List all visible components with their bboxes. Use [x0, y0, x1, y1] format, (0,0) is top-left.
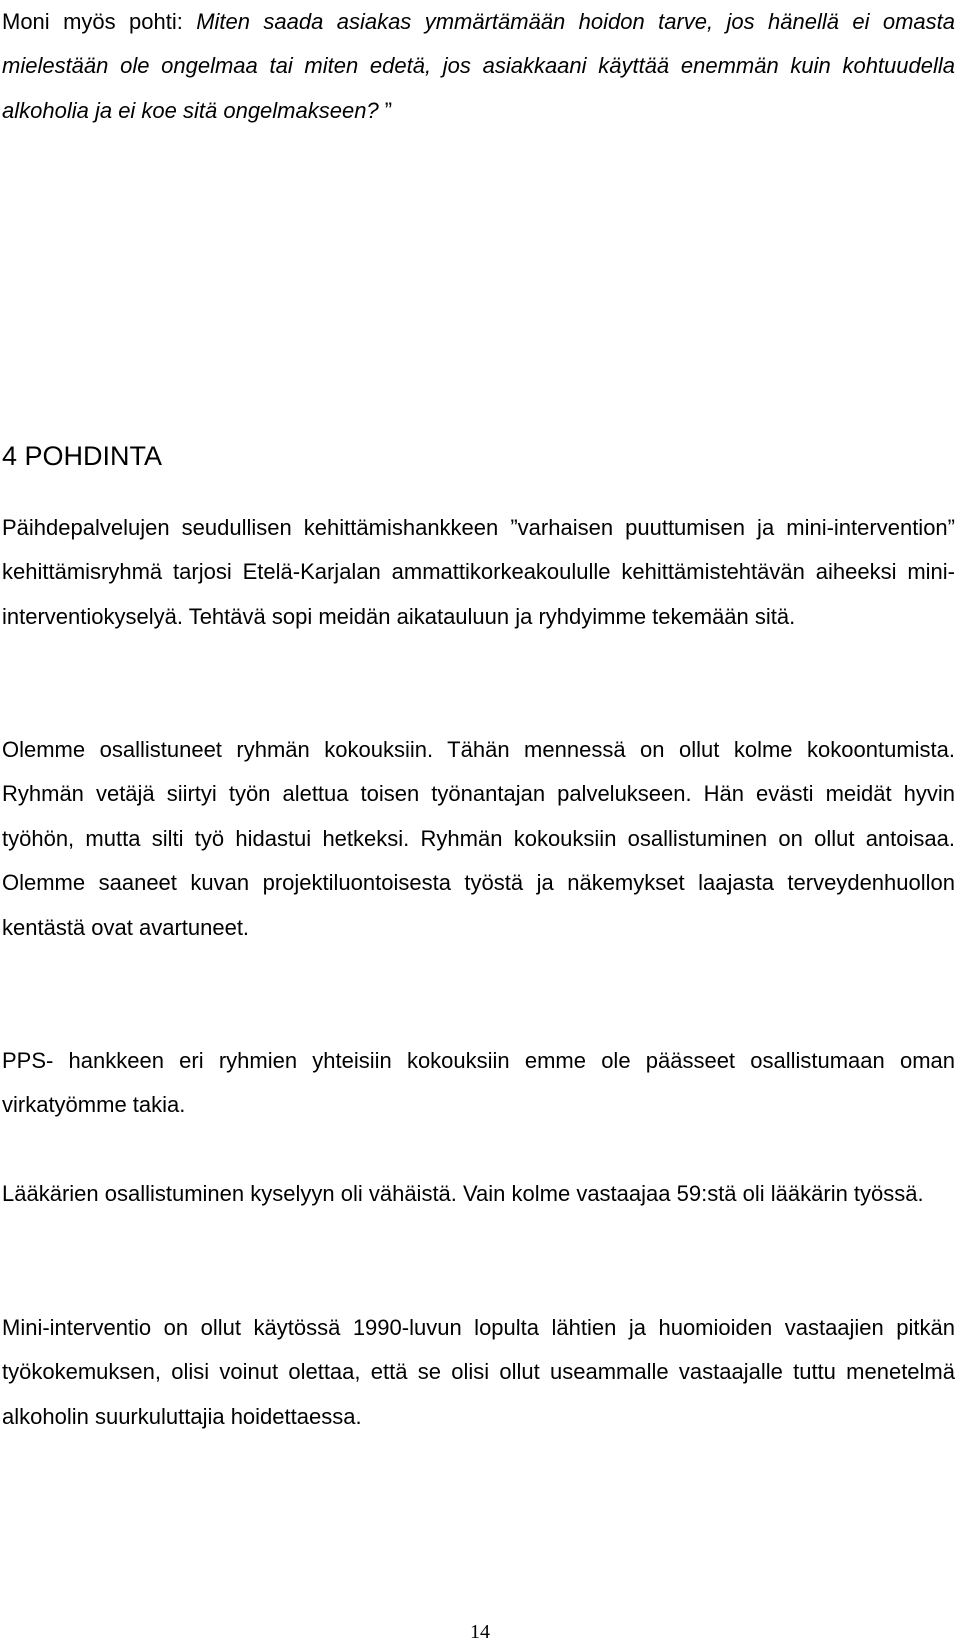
paragraph-task: Päihdepalvelujen seudullisen kehittämishankkeen ”varhaisen puuttumisen ja mini-intervention” kehittämisryhmä tarjosi Etelä-Karjalan ammattikorkeakoululle kehittämistehtävän aiheeksi mini-interventiokyselyä. Tehtävä sopi meidän aikatauluun ja ryhdyimme tekemään sitä.: [2, 515, 955, 629]
section-heading: 4 POHDINTA: [2, 441, 163, 471]
paragraph-mini-intervention: Mini-interventio on ollut käytössä 1990-luvun lopulta lähtien ja huomioiden vastaajien pitkän työkokemuksen, olisi voinut olettaa, että se olisi ollut useammalle vastaajalle tuttu menetelmä alkoholin suurkuluttajia hoidettaessa.: [2, 1315, 955, 1429]
intro-paragraph: Moni myös pohti: Miten saada asiakas ymmärtämään hoidon tarve, jos hänellä ei omasta mielestään ole ongelmaa tai miten edetä, jos asiakkaani käyttää enemmän kuin kohtuudella alkoholia ja ei koe sitä ongelmakseen? ”: [2, 9, 955, 123]
intro-prefix: Moni myös pohti:: [2, 9, 197, 34]
page-number: 14: [470, 1621, 490, 1643]
paragraph-doctors: Lääkärien osallistuminen kyselyyn oli vähäistä. Vain kolme vastaajaa 59:stä oli lääkärin työssä.: [2, 1181, 924, 1206]
paragraph-pps: PPS- hankkeen eri ryhmien yhteisiin kokouksiin emme ole päässeet osallistumaan oman virkatyömme takia.: [2, 1048, 955, 1118]
paragraph-meetings: Olemme osallistuneet ryhmän kokouksiin. Tähän mennessä on ollut kolme kokoontumista. Ryhmän vetäjä siirtyi työn alettua toisen työnantajan palvelukseen. Hän evästi meidät hyvin työhön, mutta silti työ hidastui hetkeksi. Ryhmän kokouksiin osallistuminen on ollut antoisaa. Olemme saaneet kuvan projektiluontoisesta työstä ja näkemykset laajasta terveydenhuollon kentästä ovat avartuneet.: [2, 737, 955, 940]
intro-question: Miten saada asiakas ymmärtämään hoidon tarve, jos hänellä ei omasta mielestään ole ongelmaa tai miten edetä, jos asiakkaani käyttää enemmän kuin kohtuudella alkoholia ja ei koe sitä ongelmakseen?: [2, 9, 955, 123]
